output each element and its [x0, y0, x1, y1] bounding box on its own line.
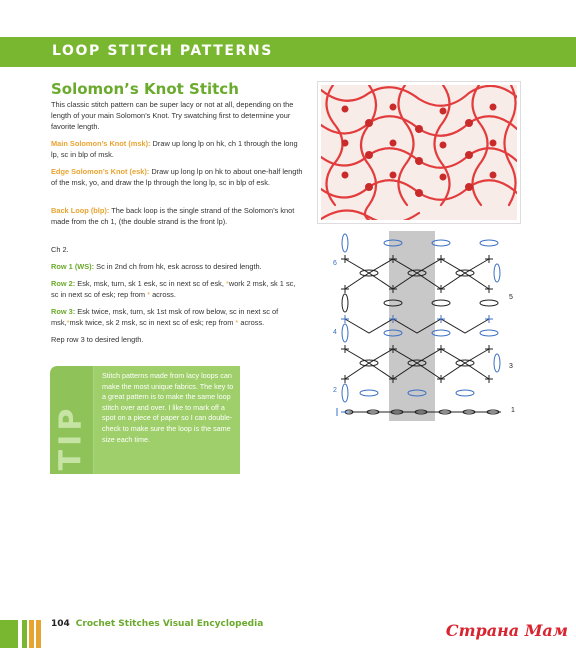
section-title: LOOP STITCH PATTERNS	[52, 43, 273, 59]
term-text: Draw up long lp on hk to about one-half length of the msk, yo, and draw the lp through the long lp, sc in blp of esk.	[51, 167, 303, 187]
row-number-1: 1	[511, 407, 515, 414]
row-text: msk twice, sk 2 msk, sc in next sc of esk; rep from	[69, 318, 236, 327]
term-label: Back Loop (blp):	[51, 206, 110, 215]
row-text: Esk, msk, turn, sk 1 esk, sc in next sc of esk,	[75, 279, 226, 288]
repeat-instruction: Rep row 3 to desired length.	[51, 335, 144, 344]
row-label: Row 3:	[51, 307, 76, 316]
row-text: across.	[150, 290, 176, 299]
term-blp	[51, 205, 303, 227]
crochet-photo	[318, 82, 520, 223]
tip-tag-label	[53, 386, 89, 471]
repeat-star: *	[225, 279, 229, 288]
row-number-5: 5	[509, 294, 513, 301]
row-text: across.	[238, 318, 265, 327]
book-title: Crochet Stitches Visual Encyclopedia	[75, 619, 264, 629]
stripe	[0, 620, 18, 648]
tip-box	[50, 366, 240, 474]
watermark: Страна Мам	[445, 621, 568, 640]
term-text: The back loop is the single strand of the Solomon’s knot made from the ch 1, (the double strand is the front lp).	[51, 206, 295, 226]
term-label: Main Solomon’s Knot (msk):	[51, 139, 151, 148]
repeat-star: *	[66, 318, 70, 327]
row-number-4: 4	[333, 329, 337, 336]
tip-tag	[50, 366, 94, 474]
row-text: work 2 msk, sk 1 sc, sc in next sc of esk; rep from	[51, 279, 296, 299]
stripe	[29, 620, 34, 648]
row-text: Esk twice, msk, turn, sk 1st msk of row below, sc in next sc of msk,	[51, 307, 279, 327]
intro-paragraph: This classic stitch pattern can be super lacy or not at all, depending on the length of your main Solomon’s Knot. Try swatching first to determine your favorite length.	[51, 100, 294, 131]
row-2	[51, 278, 303, 300]
row-label: Row 1 (WS):	[51, 262, 95, 271]
chain-instruction: Ch 2.	[51, 245, 69, 254]
repeat-star: *	[147, 290, 151, 299]
page-footer	[51, 619, 263, 629]
row-number-2: 2	[333, 387, 337, 394]
row-label: Row 2:	[51, 279, 76, 288]
tip-text: Stitch patterns made from lacy loops can make the most unique fabrics. The key to a great pattern is to make the same loop stitch over and over. I like to mark off a spot on a piece of paper so I can double-check to make sure the loop is the same size each time.	[102, 371, 234, 444]
row-text: Sc in 2nd ch from hk, esk across to desired length.	[94, 262, 262, 271]
stitch-diagram	[331, 229, 521, 424]
stripe	[36, 620, 41, 648]
term-label: Edge Solomon’s Knot (esk):	[51, 167, 150, 176]
stripe	[22, 620, 27, 648]
section-header-band	[0, 37, 576, 67]
row-number-3: 3	[509, 363, 513, 370]
stitch-chart-icon	[331, 229, 521, 424]
term-text: Draw up long lp on hk, ch 1 through the long lp, sc in blp of msk.	[51, 139, 298, 159]
term-msk	[51, 138, 303, 160]
tip-tag-text: TIP	[53, 404, 89, 471]
row-number-6: 6	[333, 260, 337, 267]
row-3	[51, 306, 303, 328]
row-1	[51, 261, 303, 272]
term-esk	[51, 166, 303, 188]
stitch-title: Solomon’s Knot Stitch	[51, 80, 239, 98]
page-number: 104	[51, 619, 70, 629]
yarn-mesh-icon	[321, 85, 517, 220]
repeat-star: *	[235, 318, 239, 327]
